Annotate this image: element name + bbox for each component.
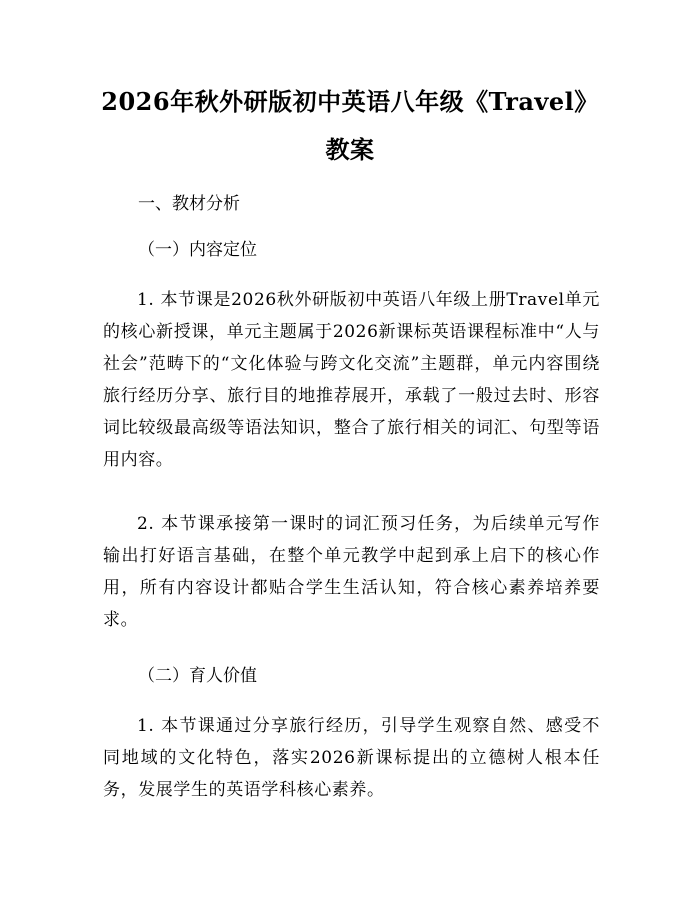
- subsection-heading-content-positioning: （一）内容定位: [138, 240, 257, 260]
- paragraph-content-positioning-1: 1. 本节课是2026秋外研版初中英语八年级上册Travel单元的核心新授课，单元主题属于2026新课标英语课程标准中“人与社会”范畴下的“文化体验与跨文化交流”主题群，单元内容围绕旅行经历分享、旅行目的地推荐展开，承载了一般过去时、形容词比较级最高级等语法知识，整合了旅行相关的词汇、句型等语用内容。: [103, 290, 600, 470]
- subsection-heading-educational-value: （二）育人价值: [138, 666, 257, 686]
- section-heading-textbook-analysis: 一、教材分析: [138, 194, 240, 214]
- paragraph-content-positioning-2: 2. 本节课承接第一课时的词汇预习任务，为后续单元写作输出打好语言基础，在整个单元教学中起到承上启下的核心作用，所有内容设计都贴合学生生活认知，符合核心素养培养要求。: [103, 514, 600, 630]
- document-title-line-2: 教案: [325, 135, 375, 164]
- document-title-line-1: 2026年秋外研版初中英语八年级《Travel》: [101, 87, 599, 116]
- paragraph-educational-value-1: 1. 本节课通过分享旅行经历，引导学生观察自然、感受不同地域的文化特色，落实2026新课标提出的立德树人根本任务，发展学生的英语学科核心素养。: [103, 716, 600, 800]
